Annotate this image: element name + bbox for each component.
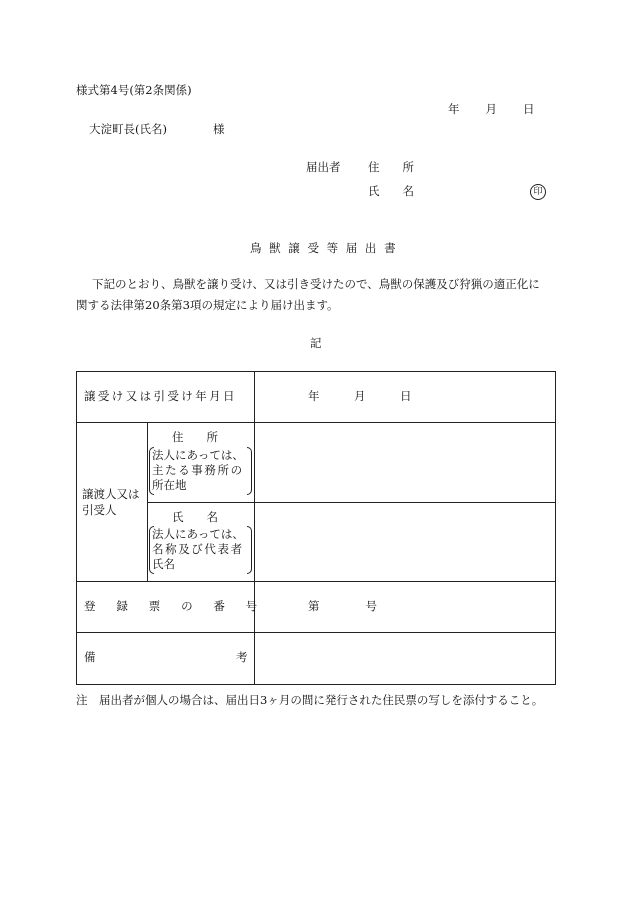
transferor-name-note-3: 氏名 <box>152 557 175 571</box>
received-date-value: 年 月 日 <box>308 389 412 403</box>
notifier-address-label: 住 所 <box>368 160 414 174</box>
transferor-name-note-1: 法人にあっては、 <box>152 527 244 541</box>
document-title: 鳥 獣 譲 受 等 届 出 書 <box>250 241 398 255</box>
transferor-address-title: 住 所 <box>172 430 218 444</box>
transferor-address-note-1: 法人にあっては、 <box>152 448 244 462</box>
body-line-2: 関する法律第20条第3項の規定により届け出ます。 <box>76 298 339 312</box>
form-number: 様式第4号(第2条関係) <box>76 83 192 97</box>
addressee: 大淀町長(氏名) 様 <box>89 122 225 136</box>
transferor-name-title: 氏 名 <box>172 510 218 524</box>
transferor-address-note-2: 主たる事務所の <box>152 463 244 477</box>
remarks-label-right: 考 <box>236 650 248 664</box>
notifier-label: 届出者 <box>306 160 341 174</box>
transferor-label-line1: 譲渡人又は <box>82 487 140 501</box>
remarks-label-left: 備 <box>84 650 96 664</box>
footnote: 注 届出者が個人の場合は、届出日3ヶ月の間に発行された住民票の写しを添付すること。 <box>76 693 544 707</box>
ki-heading: 記 <box>310 336 322 350</box>
seal-mark: 印 <box>530 184 546 200</box>
date-line: 年 月 日 <box>448 102 536 116</box>
notifier-name-label: 氏 名 <box>368 184 414 198</box>
body-line-1: 下記のとおり、鳥獣を譲り受け、又は引き受けたので、鳥獣の保護及び狩猟の適正化に <box>92 277 540 291</box>
registration-ticket-label: 登 録 票 の 番 号 <box>84 599 266 613</box>
registration-ticket-value: 第 号 <box>308 599 377 613</box>
transferor-name-note-2: 名称及び代表者 <box>152 542 244 556</box>
notification-table <box>76 371 556 685</box>
transferor-label-line2: 引受人 <box>82 503 117 517</box>
received-date-label: 譲受け又は引受け年月日 <box>84 389 237 403</box>
transferor-address-note-3: 所在地 <box>152 478 187 492</box>
